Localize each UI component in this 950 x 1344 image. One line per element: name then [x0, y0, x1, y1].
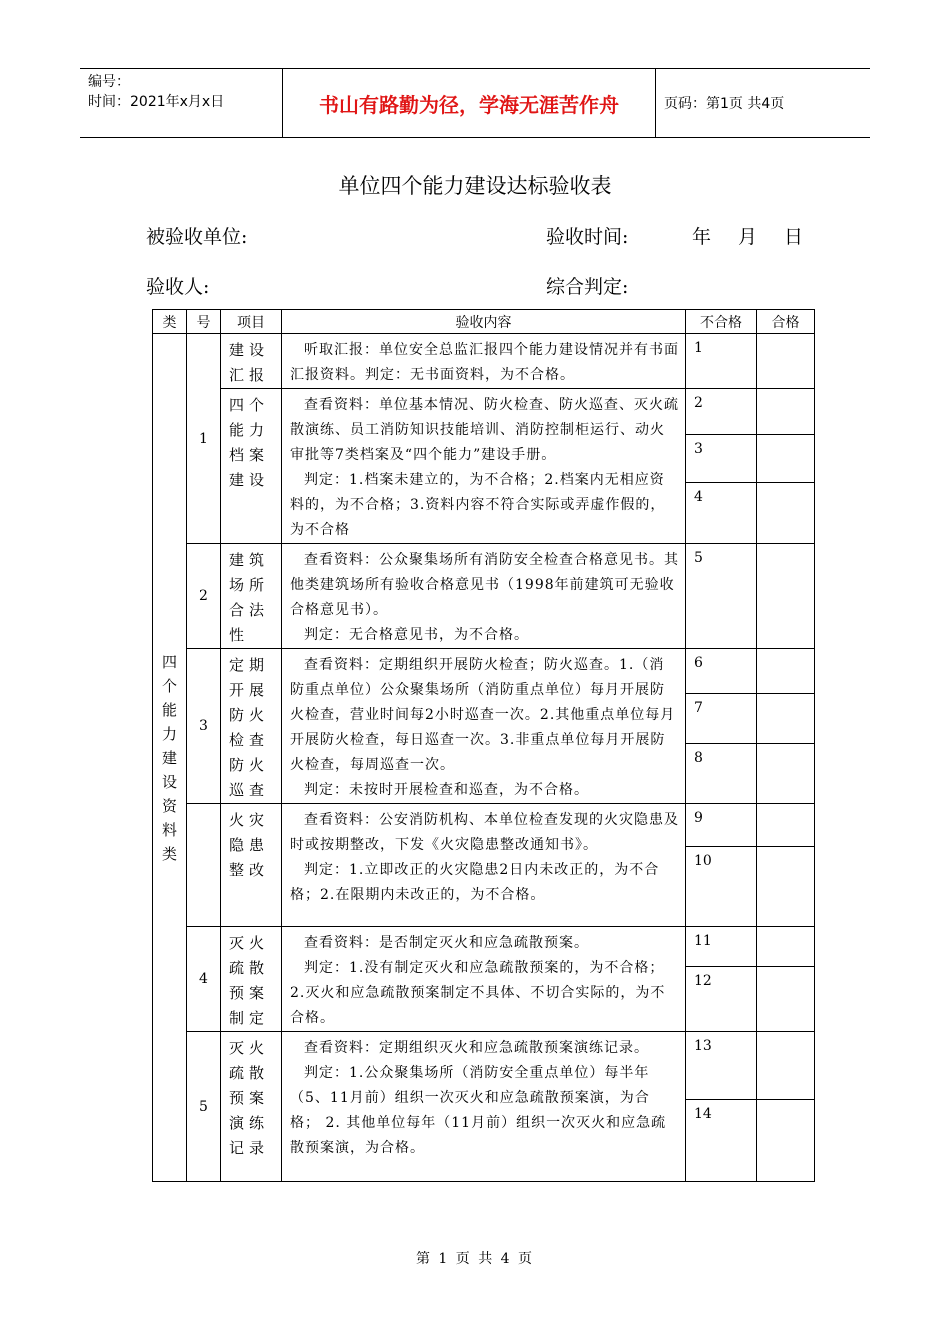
- content-cell: [282, 1032, 686, 1182]
- content-paragraph: 判定：未按时开展检查和巡查，为不合格。: [304, 782, 589, 798]
- table-row: [153, 927, 815, 967]
- item-cell: 火灾隐患整改: [221, 804, 282, 927]
- table-row: [153, 1032, 815, 1100]
- fail-cell: 7: [686, 694, 757, 744]
- fail-cell: 12: [686, 966, 757, 1031]
- pass-cell: [757, 744, 815, 804]
- pass-cell: [757, 435, 815, 483]
- content-cell: [282, 389, 686, 544]
- pass-cell: [757, 334, 815, 389]
- content-cell: [282, 649, 686, 804]
- table-row: [153, 334, 815, 389]
- fail-cell: 4: [686, 483, 757, 544]
- col-header-category: 类: [153, 310, 187, 334]
- table-row: [153, 649, 815, 694]
- seq-cell: 1: [187, 334, 221, 544]
- fail-cell: 10: [686, 847, 757, 927]
- content-paragraph: 查看资料：单位基本情况、防火检查、防火巡查、灭火疏散演练、员工消防知识技能培训、消防控制柜运行、动火审批等7类档案及“四个能力”建设手册。: [290, 397, 679, 463]
- category-cell: [153, 334, 187, 1182]
- table-row: [153, 389, 815, 435]
- doc-code-label: 编号：: [88, 74, 130, 90]
- header-motto: 书山有路勤为径，学海无涯苦作舟: [282, 69, 656, 137]
- col-header-number: 号: [187, 310, 221, 334]
- pass-cell: [757, 1100, 815, 1182]
- pass-cell: [757, 927, 815, 967]
- seq-cell: 3: [187, 649, 221, 804]
- item-cell: 建筑场所合法性: [221, 544, 282, 649]
- content-paragraph: 判定：1.公众聚集场所（消防安全重点单位）每半年（5、11月前）组织一次灭火和应急疏散预案演，为合格； 2. 其他单位每年（11月前）组织一次灭火和应急疏散预案演，为合格。: [290, 1065, 667, 1156]
- fail-cell: 3: [686, 435, 757, 483]
- inspector-label: 验收人:: [146, 276, 210, 298]
- pass-cell: [757, 649, 815, 694]
- seq-cell: 5: [187, 1032, 221, 1182]
- item-cell: 定期开展防火检查防火巡查: [221, 649, 282, 804]
- acceptance-table: [152, 309, 815, 1182]
- content-paragraph: 查看资料：定期组织灭火和应急疏散预案演练记录。: [304, 1040, 649, 1056]
- pass-cell: [757, 847, 815, 927]
- pass-cell: [757, 483, 815, 544]
- seq-cell: [187, 804, 221, 927]
- content-paragraph: 判定：1.档案未建立的，为不合格；2.档案内无相应资料的，为不合格；3.资料内容不符合实际或弄虚作假的，为不合格: [290, 472, 666, 538]
- seq-cell: 4: [187, 927, 221, 1032]
- date-day: 日: [784, 226, 804, 248]
- content-paragraph: 听取汇报：单位安全总监汇报四个能力建设情况并有书面汇报资料。判定：无书面资料，为不合格。: [290, 342, 679, 383]
- page-footer: 第 1 页 共 4 页: [415, 1251, 535, 1267]
- table-row: [153, 804, 815, 847]
- item-cell: 灭火疏散预案制定: [221, 927, 282, 1032]
- pass-cell: [757, 1032, 815, 1100]
- header-page-code: 页码：第1页 共4页: [664, 96, 785, 112]
- item-cell: 四个能力档案建设: [221, 389, 282, 544]
- judgment-label: 综合判定:: [546, 276, 629, 298]
- item-cell: 灭火疏散预案演练记录: [221, 1032, 282, 1182]
- col-header-fail: 不合格: [686, 310, 757, 334]
- date-month: 月: [738, 226, 758, 248]
- fail-cell: 1: [686, 334, 757, 389]
- fail-cell: 11: [686, 927, 757, 967]
- category-label: 四个能力建设资料类: [161, 652, 177, 863]
- content-paragraph: 判定：1.立即改正的火灾隐患2日内未改正的，为不合格；2.在限期内未改正的，为不合格。: [290, 862, 660, 903]
- pass-cell: [757, 389, 815, 435]
- content-paragraph: 判定：无合格意见书，为不合格。: [304, 627, 529, 643]
- content-cell: [282, 927, 686, 1032]
- table-row: [153, 544, 815, 649]
- seq-cell: 2: [187, 544, 221, 649]
- table-header-row: [153, 310, 815, 334]
- date-year: 年: [692, 226, 712, 248]
- col-header-content: 验收内容: [282, 310, 686, 334]
- fail-cell: 6: [686, 649, 757, 694]
- pass-cell: [757, 966, 815, 1031]
- fail-cell: 13: [686, 1032, 757, 1100]
- content-paragraph: 查看资料：公众聚集场所有消防安全检查合格意见书。其他类建筑场所有验收合格意见书（1998年前建筑可无验收合格意见书）。: [290, 552, 679, 618]
- fail-cell: 9: [686, 804, 757, 847]
- page-header: [80, 68, 870, 138]
- pass-cell: [757, 694, 815, 744]
- page-title: 单位四个能力建设达标验收表: [338, 174, 612, 198]
- content-paragraph: 查看资料：是否制定灭火和应急疏散预案。: [304, 935, 589, 951]
- fail-cell: 2: [686, 389, 757, 435]
- content-cell: [282, 544, 686, 649]
- fail-cell: 14: [686, 1100, 757, 1182]
- col-header-item: 项目: [221, 310, 282, 334]
- col-header-pass: 合格: [757, 310, 815, 334]
- content-cell: [282, 334, 686, 389]
- pass-cell: [757, 544, 815, 649]
- inspected-unit-label: 被验收单位:: [146, 226, 248, 248]
- header-left: [88, 72, 224, 112]
- content-paragraph: 查看资料：公安消防机构、本单位检查发现的火灾隐患及时或按期整改，下发《火灾隐患整改通知书》。: [290, 812, 679, 853]
- inspection-time-label: 验收时间:: [546, 226, 629, 248]
- pass-cell: [757, 804, 815, 847]
- fail-cell: 8: [686, 744, 757, 804]
- doc-time-label: 时间：2021年x月x日: [88, 94, 225, 110]
- content-paragraph: 查看资料：定期组织开展防火检查；防火巡查。1.（消防重点单位）公众聚集场所（消防重点单位）每月开展防火检查，营业时间每2小时巡查一次。2.其他重点单位每月开展防火检查，每日巡查一次。3.非重点单位每月开展防火检查，每周巡查一次。: [290, 657, 676, 773]
- item-cell: 建设汇报: [221, 334, 282, 389]
- fail-cell: 5: [686, 544, 757, 649]
- content-paragraph: 判定：1.没有制定灭火和应急疏散预案的，为不合格；2.灭火和应急疏散预案制定不具体、不切合实际的，为不合格。: [290, 960, 666, 1026]
- content-cell: [282, 804, 686, 927]
